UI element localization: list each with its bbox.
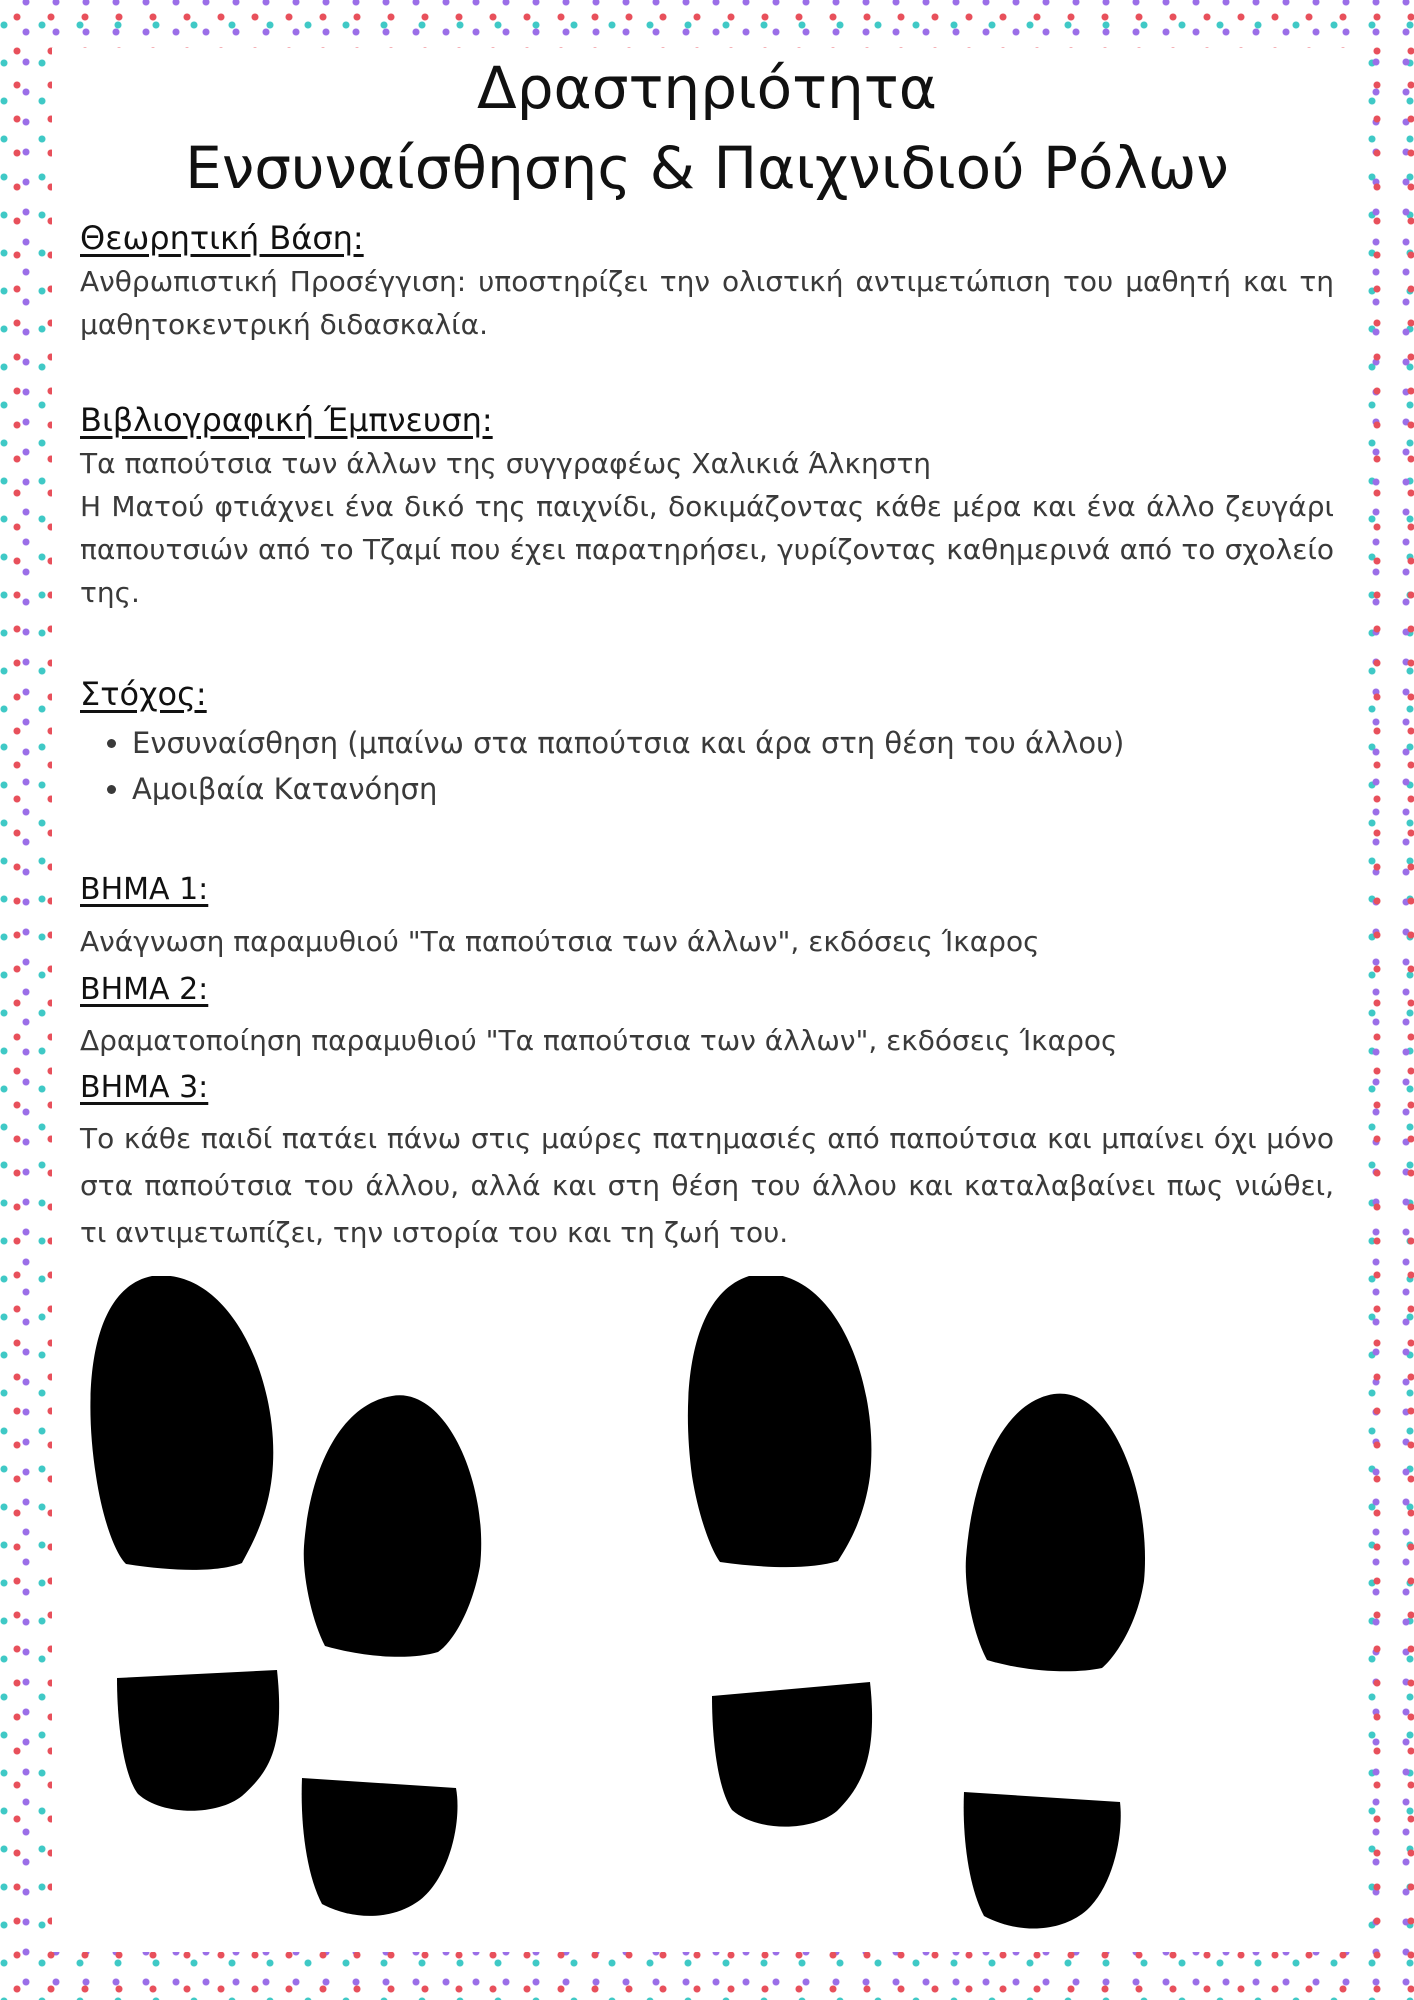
step-1-heading: ΒΗΜΑ 1: [80, 872, 209, 907]
step-2-heading: ΒΗΜΑ 2: [80, 972, 209, 1007]
footprint-icon [302, 1395, 482, 1916]
title-line-1: Δραστηριότητα [477, 54, 937, 122]
inspiration-heading: Βιβλιογραφική Έμπνευση: [80, 401, 493, 439]
document-page [52, 48, 1362, 1952]
footprint-icon [964, 1394, 1145, 1929]
title-line-2: Ενσυναίσθησης & Παιχνιδιού Ρόλων [185, 134, 1229, 202]
page-title [52, 48, 1362, 208]
goal-heading: Στόχος: [80, 675, 207, 713]
goal-item: • Αμοιβαία Κατανόηση [132, 766, 1124, 812]
goal-list [96, 720, 1124, 812]
step-2-text: Δραματοποίηση παραμυθιού "Τα παπούτσια των άλλων", εκδόσεις Ίκαρος [80, 1024, 1118, 1057]
goal-item: • Ενσυναίσθηση (μπαίνω στα παπούτσια και άρα στη θέση του άλλου) [132, 720, 1124, 766]
inspiration-book: Τα παπούτσια των άλλων της συγγραφέως Χαλικιά Άλκηστη [80, 447, 932, 480]
footprint-icon [90, 1276, 279, 1811]
shoe-footprints-illustration [52, 1276, 1362, 1952]
step-3-text: Το κάθε παιδί πατάει πάνω στις μαύρες πατημασιές από παπούτσια και μπαίνει όχι μόνο στα παπούτσια του άλλου, αλλά και στη θέση του άλλου και καταλαβαίνει πως νιώθει, τι αντιμετωπίζει, την ιστορία του και τη ζωή του. [80, 1122, 1334, 1249]
footprint-icon [688, 1276, 872, 1827]
step-1-text: Ανάγνωση παραμυθιού "Τα παπούτσια των άλλων", εκδόσεις Ίκαρος [80, 925, 1040, 958]
theory-heading: Θεωρητική Βάση: [80, 219, 364, 257]
theory-text: Ανθρωπιστική Προσέγγιση: υποστηρίζει την ολιστική αντιμετώπιση του μαθητή και τη μαθητοκεντρική διδασκαλία. [80, 265, 1334, 341]
step-3-heading: ΒΗΜΑ 3: [80, 1070, 209, 1105]
inspiration-text: Η Ματού φτιάχνει ένα δικό της παιχνίδι, δοκιμάζοντας κάθε μέρα και ένα άλλο ζευγάρι παπουτσιών από το Τζαμί που έχει παρατηρήσει, γυρίζοντας καθημερινά από το σχολείο της. [80, 490, 1334, 609]
